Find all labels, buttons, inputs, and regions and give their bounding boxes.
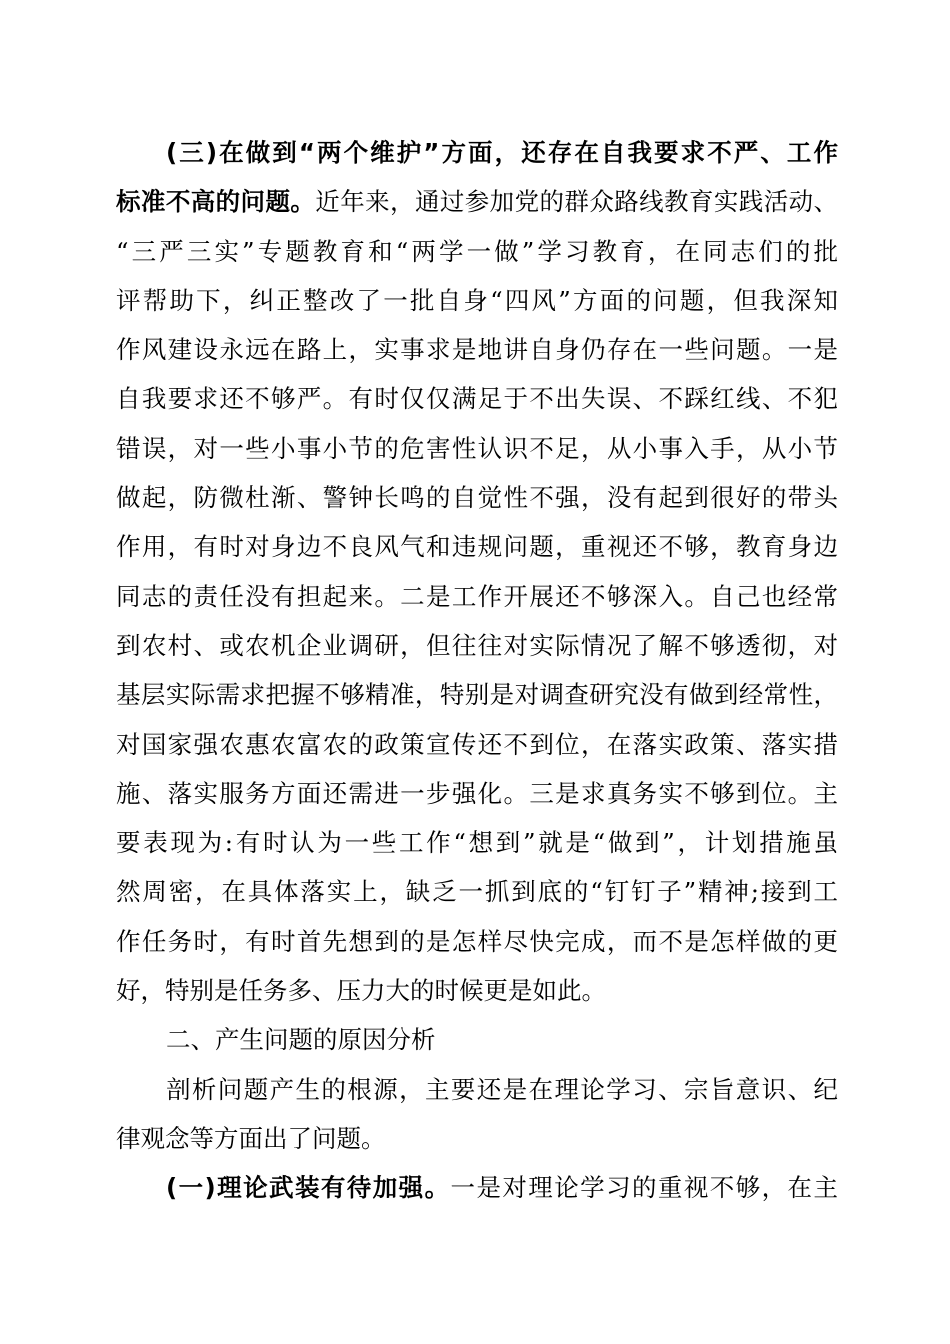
section3-line: 错误，对一些小事小节的危害性认识不足，从小事入手，从小节 (116, 433, 838, 463)
section3-line-2-text: 近年来，通过参加党的群众路线教育实践活动、 (315, 187, 838, 217)
section-one-heading-bold: (一)理论武装有待加强。 (166, 1173, 451, 1203)
section3-line: 作用，有时对身边不良风气和违规问题，重视还不够，教育身边 (116, 532, 838, 562)
section3-line: 到农村、或农机企业调研，但往往对实际情况了解不够透彻，对 (116, 630, 838, 660)
section3-line: 作风建设永远在路上，实事求是地讲自身仍存在一些问题。一是 (116, 335, 838, 365)
section3-line: 要表现为:有时认为一些工作“想到”就是“做到”，计划措施虽 (116, 828, 838, 858)
section-two-paragraph-line-2: 律观念等方面出了问题。 (116, 1123, 386, 1153)
section3-line: 然周密，在具体落实上，缺乏一抓到底的“钉钉子”精神;接到工 (116, 877, 838, 907)
section3-line-2 (116, 177, 838, 226)
section3-line: 同志的责任没有担起来。二是工作开展还不够深入。自己也经常 (116, 581, 838, 611)
section3-heading-bold: (三)在做到“两个维护”方面，还存在自我要求不严、工作 (166, 138, 838, 167)
section3-line: 对国家强农惠农富农的政策宣传还不到位，在落实政策、落实措 (116, 729, 838, 759)
section3-line: 基层实际需求把握不够精准，特别是对调查研究没有做到经常性， (116, 680, 838, 710)
section3-line: 施、落实服务方面还需进一步强化。三是求真务实不够到位。主 (116, 778, 838, 808)
section-one-text: 一是对理论学习的重视不够，在主 (450, 1173, 838, 1203)
section-two-heading: 二、产生问题的原因分析 (166, 1025, 436, 1055)
section3-heading-bold-cont: 标准不高的问题。 (116, 187, 316, 217)
section3-line: 作任务时，有时首先想到的是怎样尽快完成，而不是怎样做的更 (116, 926, 838, 956)
section3-line: 自我要求还不够严。有时仅仅满足于不出失误、不踩红线、不犯 (116, 384, 838, 414)
document-page (116, 128, 838, 1213)
section-two-paragraph-line-1: 剖析问题产生的根源，主要还是在理论学习、宗旨意识、纪 (166, 1074, 838, 1104)
section3-heading-line (116, 128, 838, 177)
section3-line: 做起，防微杜渐、警钟长鸣的自觉性不强，没有起到很好的带头 (116, 483, 838, 513)
section3-line-last: 好，特别是任务多、压力大的时候更是如此。 (116, 976, 606, 1006)
section3-line: 评帮助下，纠正整改了一批自身“四风”方面的问题，但我深知 (116, 285, 838, 315)
section3-line: “三严三实”专题教育和“两学一做”学习教育，在同志们的批 (116, 236, 838, 266)
section-one-line (116, 1163, 838, 1212)
